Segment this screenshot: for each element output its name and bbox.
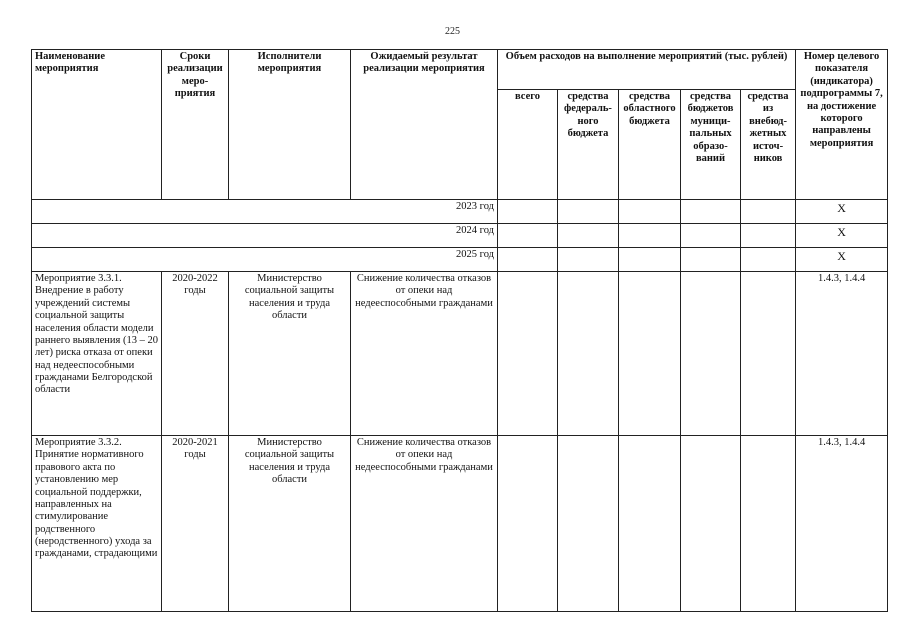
table-cell bbox=[741, 272, 796, 436]
header-indicator: Номер целевого показателя (индикатора) подпрограммы 7, на достижение которого направлены мероприятия bbox=[796, 50, 888, 200]
table-cell bbox=[619, 272, 681, 436]
table-cell bbox=[741, 248, 796, 272]
table-cell bbox=[558, 436, 619, 612]
year-row bbox=[32, 200, 888, 224]
table-cell bbox=[741, 200, 796, 224]
measure-terms: 2020-2022 годы bbox=[162, 272, 229, 436]
measure-result: Снижение количества отказов от опеки над недееспособными гражданами bbox=[351, 272, 498, 436]
measure-name: Мероприятие 3.3.2. Принятие нормативного правового акта по установлению мер социальной поддержки, направленных на стимулирование родственного (неродственного) ухода за гражданами, страдающими bbox=[32, 436, 162, 612]
table-cell bbox=[558, 272, 619, 436]
year-mark: Х bbox=[796, 248, 888, 272]
table-cell bbox=[498, 224, 558, 248]
header-row-top bbox=[32, 50, 888, 90]
header-federal: средства федераль-ного бюджета bbox=[558, 90, 619, 200]
measure-executor: Министерство социальной защиты населения и труда области bbox=[229, 272, 351, 436]
header-terms: Сроки реализации меро-приятия bbox=[162, 50, 229, 200]
year-label: 2023 год bbox=[32, 200, 498, 224]
table-cell bbox=[681, 436, 741, 612]
year-mark: Х bbox=[796, 224, 888, 248]
header-expenses: Объем расходов на выполнение мероприятий (тыс. рублей) bbox=[498, 50, 796, 90]
table-cell bbox=[681, 248, 741, 272]
header-executors: Исполнители мероприятия bbox=[229, 50, 351, 200]
header-offbudget: средства из внебюд-жетных источ-ников bbox=[741, 90, 796, 200]
measure-result: Снижение количества отказов от опеки над недееспособными гражданами bbox=[351, 436, 498, 612]
table-cell bbox=[681, 224, 741, 248]
header-name: Наименование мероприятия bbox=[32, 50, 162, 200]
table-cell bbox=[498, 436, 558, 612]
header-municipal: средства бюджетов муници-пальных образо-ваний bbox=[681, 90, 741, 200]
table-row bbox=[32, 436, 888, 612]
measure-indicator: 1.4.3, 1.4.4 bbox=[796, 436, 888, 612]
measure-executor: Министерство социальной защиты населения и труда области bbox=[229, 436, 351, 612]
year-label: 2024 год bbox=[32, 224, 498, 248]
table-cell bbox=[619, 248, 681, 272]
table-cell bbox=[558, 224, 619, 248]
table-cell bbox=[681, 200, 741, 224]
table-cell bbox=[619, 200, 681, 224]
measure-indicator: 1.4.3, 1.4.4 bbox=[796, 272, 888, 436]
measures-table bbox=[31, 49, 888, 612]
measure-terms: 2020-2021 годы bbox=[162, 436, 229, 612]
table-cell bbox=[741, 224, 796, 248]
header-regional: средства областного бюджета bbox=[619, 90, 681, 200]
header-expected-result: Ожидаемый результат реализации мероприятия bbox=[351, 50, 498, 200]
table-row bbox=[32, 272, 888, 436]
table-cell bbox=[498, 248, 558, 272]
year-mark: Х bbox=[796, 200, 888, 224]
year-label: 2025 год bbox=[32, 248, 498, 272]
table-cell bbox=[619, 436, 681, 612]
table-cell bbox=[498, 272, 558, 436]
table-cell bbox=[498, 200, 558, 224]
table-cell bbox=[681, 272, 741, 436]
measure-name: Мероприятие 3.3.1. Внедрение в работу учреждений системы социальной защиты населения области модели раннего выявления (13 – 20 лет) риска отказа от опеки над недееспособными гражданами Белгородской области bbox=[32, 272, 162, 436]
header-total: всего bbox=[498, 90, 558, 200]
page-number: 225 bbox=[445, 26, 460, 37]
table-cell bbox=[619, 224, 681, 248]
table-cell bbox=[558, 200, 619, 224]
year-row bbox=[32, 224, 888, 248]
table-cell bbox=[741, 436, 796, 612]
table-cell bbox=[558, 248, 619, 272]
year-row bbox=[32, 248, 888, 272]
